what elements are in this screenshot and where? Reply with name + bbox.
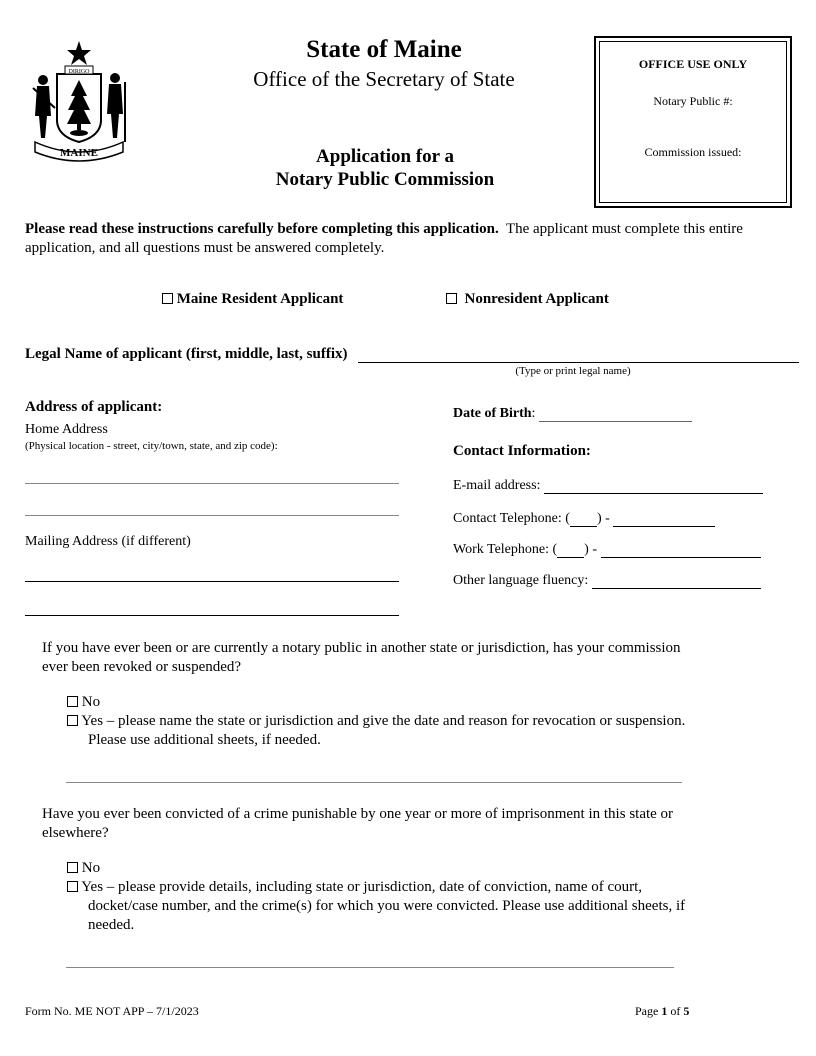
q2-question — [42, 805, 782, 843]
contact-phone-row — [453, 511, 715, 527]
mailing-address-line-2[interactable] — [25, 615, 399, 616]
q1-line2: ever been revoked or suspended? — [42, 659, 242, 675]
home-address-hint: (Physical location - street, city/town, state, and zip code): — [25, 440, 278, 452]
nonresident-checkbox[interactable] — [446, 293, 457, 304]
resident-checkbox[interactable] — [162, 293, 173, 304]
page-current: 1 — [661, 1004, 668, 1018]
language-label: Other language fluency: — [453, 573, 589, 588]
language-row — [453, 573, 761, 589]
home-address-line-2[interactable] — [25, 515, 399, 516]
q1-answer-line[interactable] — [66, 782, 682, 783]
instructions — [25, 220, 800, 258]
legal-name-label: Legal Name of applicant (first, middle, last, suffix) — [25, 346, 348, 362]
language-field[interactable] — [592, 574, 761, 589]
email-field[interactable] — [544, 479, 763, 494]
of-word: of — [670, 1004, 681, 1018]
contact-heading: Contact Information: — [453, 443, 591, 459]
nonresident-label: Nonresident Applicant — [464, 291, 609, 307]
application-title-line2: Notary Public Commission — [275, 169, 495, 190]
page-number — [635, 1004, 689, 1019]
q1-yes-line1: Yes – please name the state or jurisdiction and give the date and reason for revocation or suspension. — [81, 713, 686, 729]
nonresident-option[interactable] — [446, 291, 609, 308]
home-address-line-1[interactable] — [25, 483, 399, 484]
commission-issued-label: Commission issued: — [644, 145, 742, 159]
q1-yes-option[interactable] — [67, 712, 685, 750]
contact-phone-label: Contact Telephone: ( — [453, 511, 570, 526]
q1-yes-line2: Please use additional sheets, if needed. — [88, 732, 321, 748]
work-phone-separator: ) - — [584, 542, 597, 557]
q2-yes-line3: needed. — [88, 917, 135, 933]
notary-number-label: Notary Public #: — [653, 94, 733, 108]
office-use-heading: OFFICE USE ONLY — [638, 57, 748, 71]
mailing-address-label: Mailing Address (if different) — [25, 534, 191, 549]
mailing-address-line-1[interactable] — [25, 581, 399, 582]
dob-row — [453, 406, 692, 422]
q2-yes-checkbox[interactable] — [67, 881, 78, 892]
q1-no-checkbox[interactable] — [67, 696, 78, 707]
q2-no-checkbox[interactable] — [67, 862, 78, 873]
seal-motto: DIRIGO — [68, 69, 90, 75]
instructions-line2: application, and all questions must be answered completely. — [25, 240, 385, 256]
q1-no-option[interactable] — [67, 694, 100, 711]
legal-name-line[interactable] — [358, 362, 799, 363]
instructions-line1 — [25, 220, 800, 239]
form-number: Form No. ME NOT APP – 7/1/2023 — [25, 1004, 199, 1018]
q1-question — [42, 639, 782, 677]
page-total: 5 — [683, 1004, 690, 1018]
q1-line1: If you have ever been or are currently a notary public in another state or jurisdiction, has your commission — [42, 640, 681, 656]
page-subtitle: Office of the Secretary of State — [253, 67, 515, 91]
seal-banner: MAINE — [60, 147, 98, 159]
dob-field[interactable] — [539, 407, 692, 422]
office-use-box — [594, 36, 792, 208]
state-seal — [25, 38, 133, 162]
q2-yes-line2: docket/case number, and the crime(s) for which you were convicted. Please use additional sheets, if — [88, 898, 686, 914]
work-phone-area-field[interactable] — [557, 543, 584, 558]
q2-answer-line[interactable] — [66, 967, 674, 968]
page-word: Page — [635, 1004, 659, 1018]
q2-yes-line1: Yes – please provide details, including state or jurisdiction, date of conviction, name of court, — [81, 879, 643, 895]
home-address-label: Home Address — [25, 422, 108, 437]
address-heading: Address of applicant: — [25, 399, 163, 415]
q2-line2: elsewhere? — [42, 825, 109, 841]
instructions-bold: Please read these instructions carefully before completing this application. — [25, 221, 499, 237]
email-label: E-mail address: — [453, 478, 541, 493]
q2-yes-option[interactable] — [67, 878, 685, 935]
contact-phone-separator: ) - — [596, 511, 610, 526]
resident-option[interactable] — [162, 291, 343, 308]
q1-yes-checkbox[interactable] — [67, 715, 78, 726]
q2-no-label: No — [81, 860, 101, 876]
resident-label: Maine Resident Applicant — [176, 291, 344, 307]
work-phone-label: Work Telephone: ( — [453, 542, 558, 557]
q2-no-option[interactable] — [67, 860, 100, 877]
contact-phone-number-field[interactable] — [613, 512, 715, 527]
page-title: State of Maine — [306, 36, 462, 63]
work-phone-row — [453, 542, 761, 558]
dob-label: Date of Birth — [453, 406, 532, 421]
q1-no-label: No — [81, 694, 101, 710]
contact-phone-area-field[interactable] — [570, 512, 597, 527]
instructions-rest: The applicant must complete this entire — [505, 221, 743, 237]
email-row — [453, 478, 763, 494]
legal-name-hint: (Type or print legal name) — [515, 365, 631, 377]
work-phone-number-field[interactable] — [601, 543, 761, 558]
q2-line1: Have you ever been convicted of a crime punishable by one year or more of imprisonment in this state or — [42, 806, 674, 822]
application-title-line1: Application for a — [316, 146, 454, 167]
dob-colon: : — [531, 406, 536, 421]
